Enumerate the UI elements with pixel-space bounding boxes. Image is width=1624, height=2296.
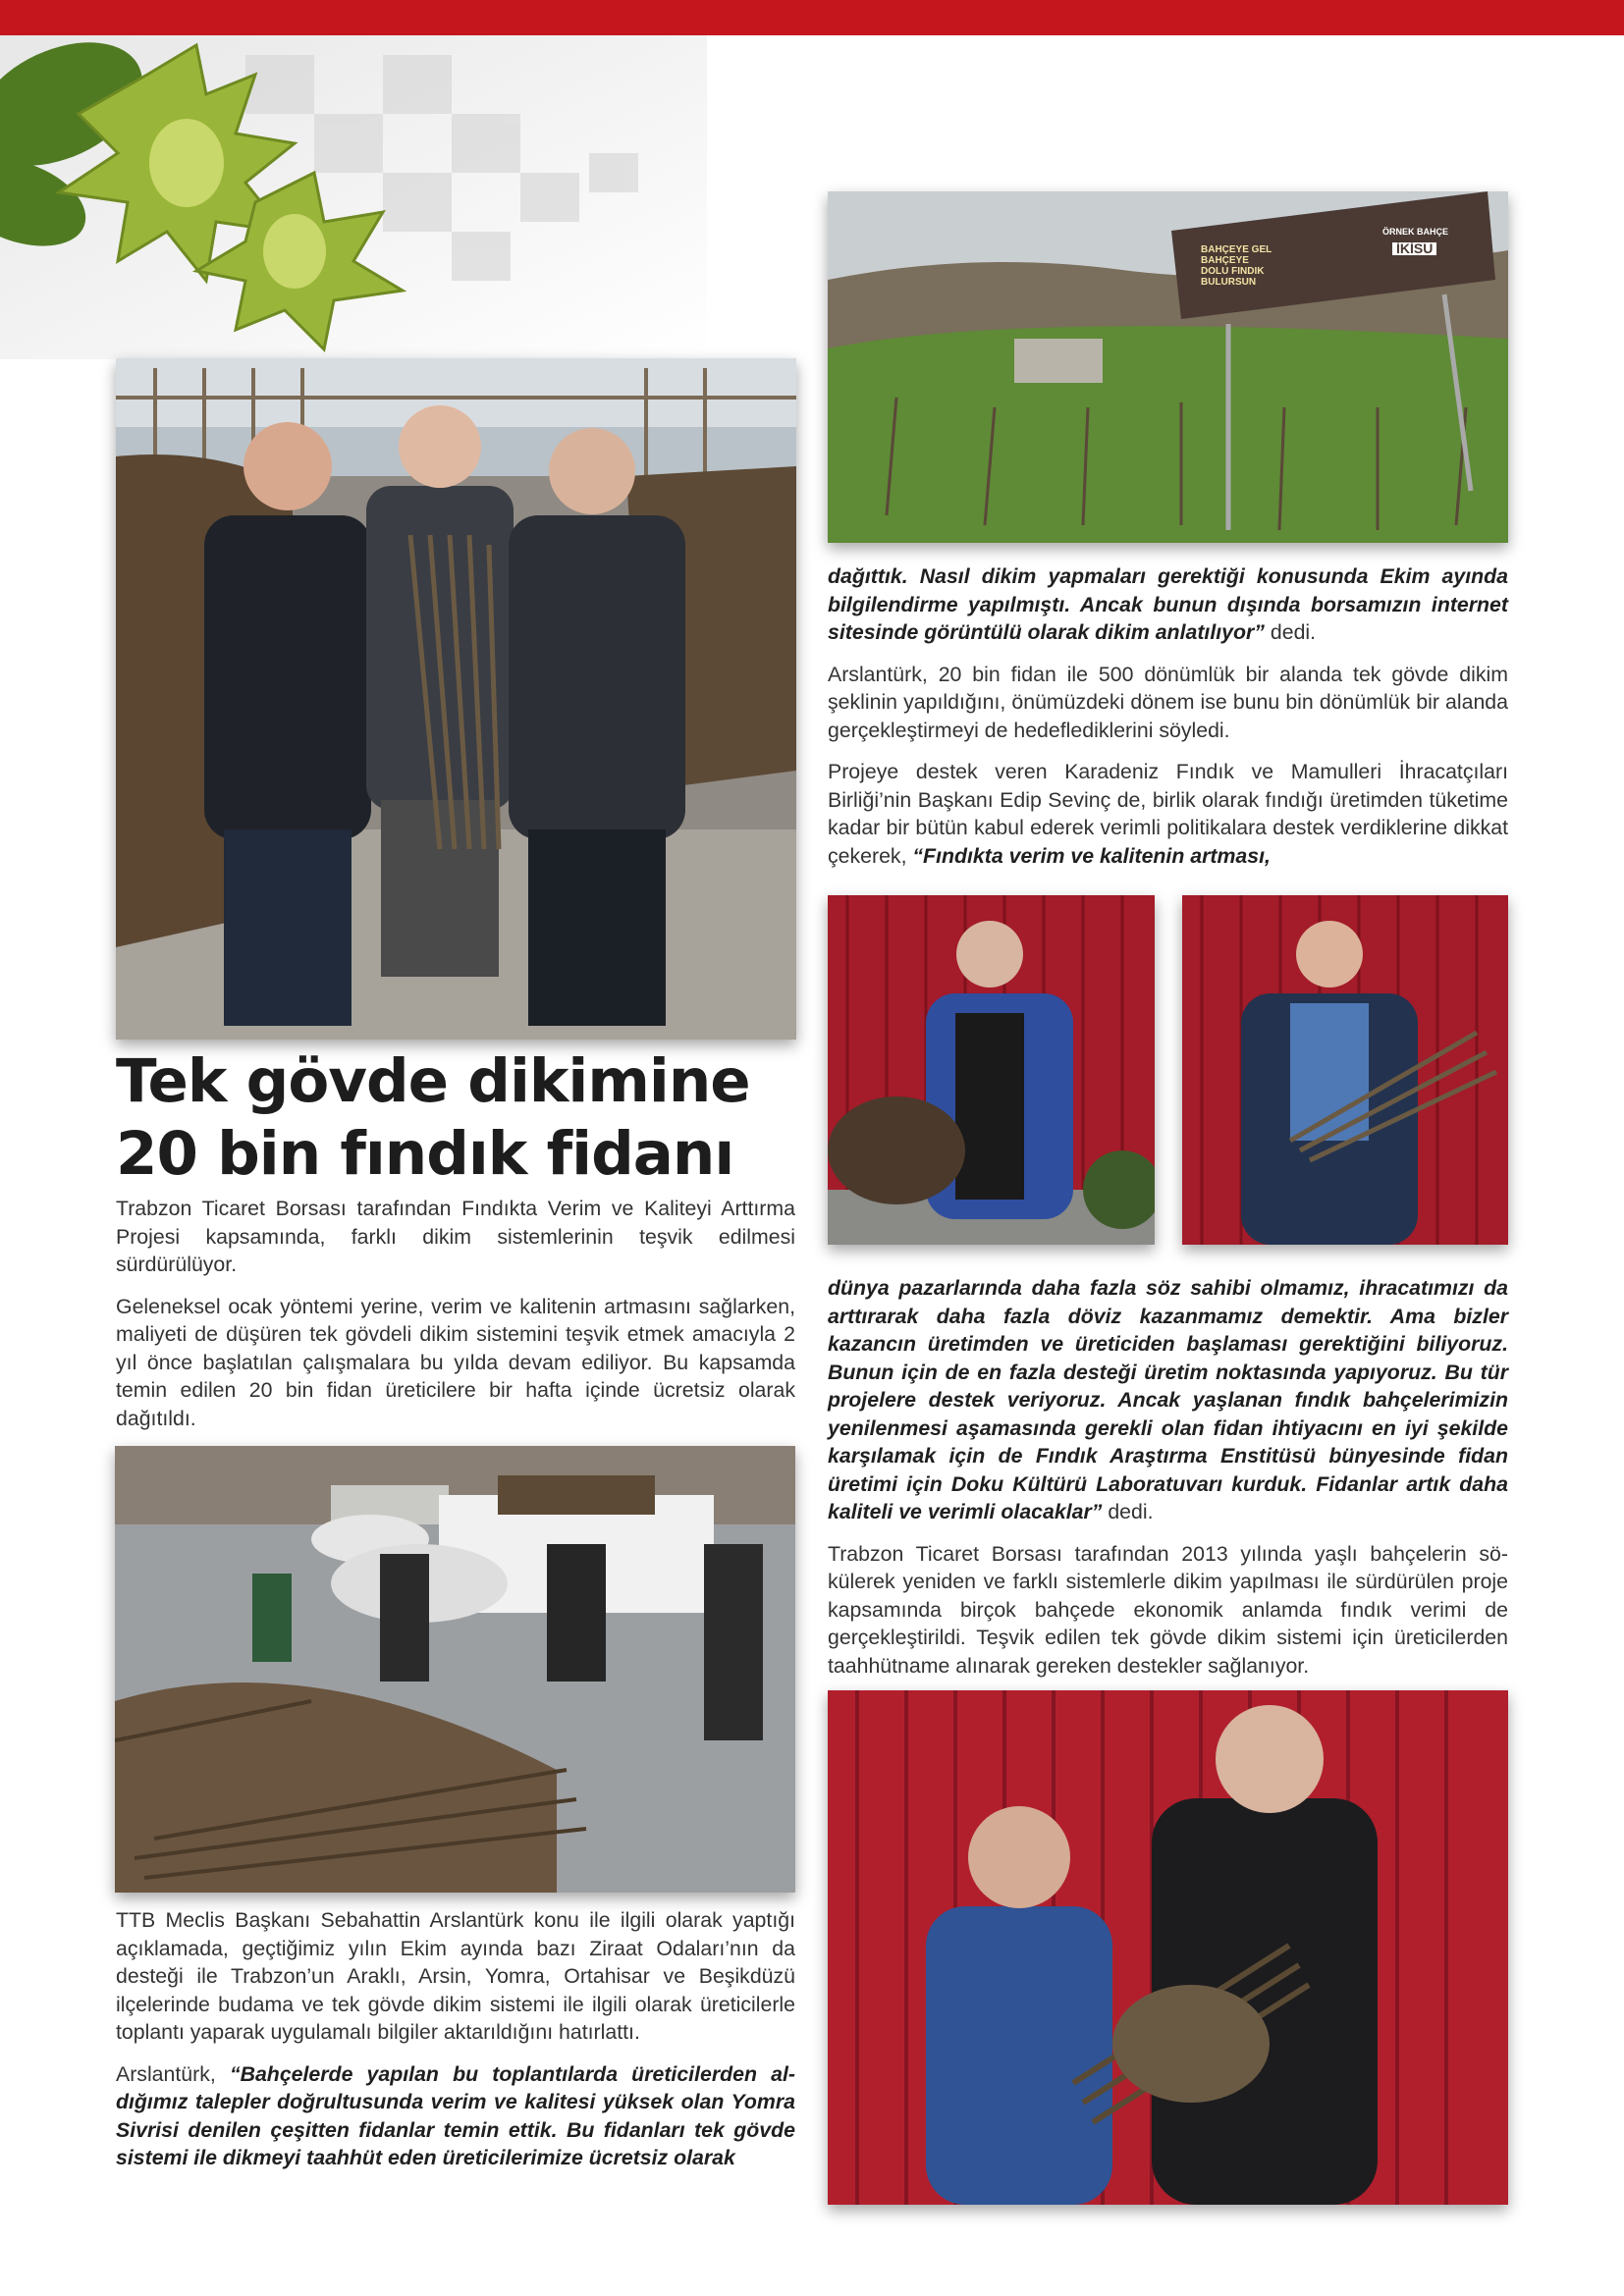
text-tail: dedi. [1102, 1500, 1154, 1523]
photo-officials-with-saplings [116, 358, 796, 1040]
quote: “Bahçelerde yapılan bu toplantılarda üreticilerden aldığımız talepler doğrultusunda verim ve kalitesi yüksek olan Yomra Sivrisi denilen çeşitten fidanlar temin ettik. Bu fidanları tek gövde sistemi ile dikmeyi taahhüt eden üreticilerimize ücretsiz olarak [116, 2061, 796, 2169]
quote: dağıttık. Nasıl dikim yapmaları gerektiği konusunda Ekim ayında bilgilendirme yapılmıştı. Ancak bunun dışında borsamızın internet sitesinde görüntülü olarak dikim anlatılıyor” [828, 564, 1508, 644]
photo-sapling-distribution-truck [115, 1446, 795, 1893]
paragraph [828, 1274, 1508, 1526]
right-column-top [828, 562, 1508, 870]
quote: “Fındıkta verim ve kalitenin artması, [912, 843, 1271, 868]
top-accent-bar [0, 0, 1624, 35]
billboard-line: DOLU FINDIK [1201, 266, 1265, 277]
right-column-middle [828, 1274, 1508, 1680]
headline-line: Tek gövde dikimine [116, 1046, 750, 1116]
paragraph: Trabzon Ticaret Borsası tarafından Fındıkta Verim ve Kaliteyi Arttırma Projesi kapsamında, farklı dikim sistemlerinin teşvik edilmesi sürdürülüyor. [116, 1197, 795, 1276]
photo-farmer-blue-jacket [828, 895, 1155, 1245]
article-headline [116, 1045, 803, 1191]
quote: dünya pazarlarında daha fazla söz sahibi olmamız, ihracatımızı da arttırarak daha fazla döviz kazanmamız demektir. Ama bizler kazancın üretimden ve üreticiden başlaması gerektiğini biliyoruz. Bunun için de en fazla desteği üretim noktasında yapıyoruz. Bu tür projelere destek veriyoruz. Ancak yaşlanan fındık bahçelerimizin yenilenmesi aşamasında gerekli olan fidan ihtiyacını en iyi şekilde karşılamak için de Fındık Araştırma Enstitüsü bünyesinde fidan üretimi için Doku Kültürü Laboratuvarı kurduk. Fidanlar artık daha kaliteli ve verimli olacaklar” [828, 1276, 1508, 1523]
paragraph [828, 562, 1508, 647]
text-lead: Projeye destek veren Karadeniz Fındık ve Mamulleri İhracatçıları Birliği’nin Başkanı Edip Sevinç de, birlik olarak fındığı üretimden tüketime kadar bir bütün kabul ederek verimli politikalara destek verdiklerine dikkat çekerek, [828, 760, 1508, 868]
paragraph: Arslantürk, 20 bin fidan ile 500 dönümlük bir alanda tek gövde dikim şeklinin yapıldığını, önümüzdeki dönem ise bunu bin dönümlük bir alanda gerçekleştirmeyi de hedeflediklerini söyledi. [828, 662, 1508, 742]
billboard-line: BAHÇEYE [1201, 255, 1249, 266]
photo-two-men-saplings [828, 1690, 1508, 2205]
text-tail: dedi. [1264, 620, 1317, 644]
paragraph: TTB Meclis Başkanı Sebahattin Arslantürk konu ile ilgili olarak yaptığı açıklamada, geçtiğimiz yılın Ekim ayında bazı Ziraat Odaları’nın da desteği ile Trabzon’un Araklı, Arsin, Yomra, Ortahisar ve Beşikdüzü ilçelerinde budama ve tek gövde dikim sistemi ile ilgili olarak üreticilerle toplantı yaparak uygulamalı bilgiler aktarıldığını hatırlattı. [116, 1908, 795, 2044]
billboard-line: BAHÇEYE GEL [1201, 244, 1272, 255]
paragraph [116, 2060, 795, 2172]
headline-line: 20 bin fındık fidanı [116, 1119, 734, 1189]
photo-farmer-navy-jacket [1182, 895, 1508, 1245]
text-lead: Arslantürk, [116, 2061, 230, 2086]
paragraph: Trabzon Ticaret Borsası tarafından 2013 yılında yaşlı bahçelerin sökülerek yeniden ve farklı sistemlerle dikim yapılması ile sürdürülen proje kapsamında birçok bahçede ekonomik anlamda fındık verimi de gerçekleştirildi. Teşvik edilen tek gövde dikim sistemi için üreticilerden taahhütname alınarak gereken destekler sağlanıyor. [828, 1541, 1508, 1678]
billboard-tag: ÖRNEK BAHÇE [1382, 227, 1449, 237]
left-column-bottom [116, 1906, 795, 2172]
paragraph [828, 758, 1508, 870]
billboard-line: BULURSUN [1201, 277, 1257, 288]
paragraph: Geleneksel ocak yöntemi yerine, verim ve kalitenin artmasını sağlarken, maliyeti de düşüren tek gövdeli dikim sistemini teşvik etmek amacıyla 2 yıl önce başlatılan çalışmalara bu yılda devam ediliyor. Bu kapsamda temin edilen 20 bin fidan üreticilere bir hafta içinde ücretsiz olarak dağıtıldı. [116, 1294, 795, 1430]
photo-orchard-billboard [828, 191, 1508, 543]
billboard-place: İKİSU [1392, 242, 1436, 255]
left-column-intro [116, 1195, 795, 1432]
hazelnut-decoration-icon [0, 35, 707, 359]
